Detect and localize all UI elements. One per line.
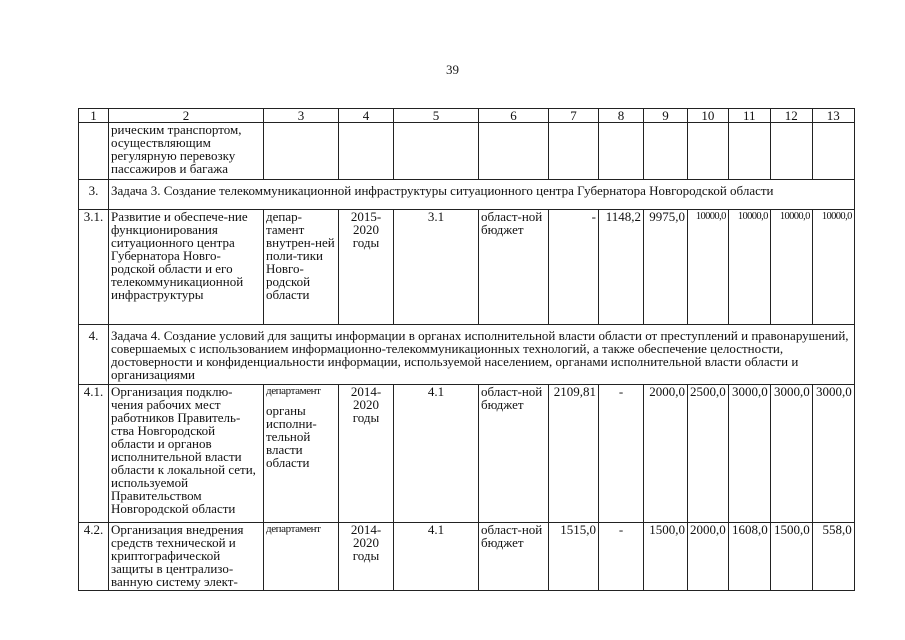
header-cell: 7 <box>549 109 599 123</box>
cell-value: 3000,0 <box>812 385 854 523</box>
header-cell: 4 <box>339 109 394 123</box>
table-row <box>79 523 855 591</box>
cell-name: Организация подклю-чения рабочих мест работников Правитель-ства Новгородской области и органов исполнительной власти области к локальной сети, используемой Правительством Новгородской области <box>109 385 264 523</box>
cell-empty <box>812 123 854 180</box>
cell-value: 10000,0 <box>812 210 854 325</box>
cell-value: 3000,0 <box>770 385 812 523</box>
cell-target: 4.1 <box>394 523 479 591</box>
cell-value: 9975,0 <box>644 210 688 325</box>
cell-years: 2015-2020 годы <box>339 210 394 325</box>
task-row <box>79 325 855 385</box>
cell-name: Организация внедрения средств технической и криптографической защиты в централизо-ванную систему элект- <box>109 523 264 591</box>
cell-source: област-ной бюджет <box>479 385 549 523</box>
cell-value: 1500,0 <box>770 523 812 591</box>
cell-empty <box>599 123 644 180</box>
cell-value: - <box>549 210 599 325</box>
header-cell: 3 <box>264 109 339 123</box>
task-title: Задача 4. Создание условий для защиты информации в органах исполнительной власти области от преступлений и правонарушений, совершаемых с использованием информационно-телекоммуникационных технологий, а также обеспечение целостности, достоверности и конфиденциальности информации, используемой населением, органами исполнительной власти области и организациями <box>109 325 855 385</box>
cell-empty <box>728 123 770 180</box>
cell-executor: депар-тамент внутрен-ней поли-тики Новго-родской области <box>264 210 339 325</box>
cell-empty <box>339 123 394 180</box>
cell-value: 1148,2 <box>599 210 644 325</box>
task-title: Задача 3. Создание телекоммуникационной инфраструктуры ситуационного центра Губернатора Новгородской области <box>109 180 855 210</box>
header-cell: 6 <box>479 109 549 123</box>
cell-source: област-ной бюджет <box>479 210 549 325</box>
cell-years: 2014-2020 годы <box>339 385 394 523</box>
cell-value: - <box>599 523 644 591</box>
cell-name: рическим транспортом, осуществляющим регулярную перевозку пассажиров и багажа <box>109 123 264 180</box>
cell-value: 10000,0 <box>688 210 729 325</box>
task-number: 4. <box>79 325 109 385</box>
header-cell: 8 <box>599 109 644 123</box>
header-cell: 10 <box>688 109 729 123</box>
program-table <box>78 108 855 591</box>
cell-value: 558,0 <box>812 523 854 591</box>
table-row <box>79 123 855 180</box>
cell-target: 4.1 <box>394 385 479 523</box>
row-number: 3.1. <box>79 210 109 325</box>
cell-value: 1500,0 <box>644 523 688 591</box>
header-cell: 12 <box>770 109 812 123</box>
cell-empty <box>394 123 479 180</box>
cell-empty <box>479 123 549 180</box>
cell-source: област-ной бюджет <box>479 523 549 591</box>
cell-executor: департамент <box>264 523 339 591</box>
cell-empty <box>549 123 599 180</box>
cell-value: 1515,0 <box>549 523 599 591</box>
cell-value: 2000,0 <box>688 523 729 591</box>
header-cell: 11 <box>728 109 770 123</box>
executor-primary: департамент <box>266 385 321 397</box>
cell-value: 3000,0 <box>728 385 770 523</box>
cell-empty <box>770 123 812 180</box>
row-number: 4.2. <box>79 523 109 591</box>
table-row <box>79 385 855 523</box>
header-cell: 9 <box>644 109 688 123</box>
cell-value: 10000,0 <box>728 210 770 325</box>
row-number: 4.1. <box>79 385 109 523</box>
cell-empty <box>688 123 729 180</box>
header-row <box>79 109 855 123</box>
header-cell: 2 <box>109 109 264 123</box>
cell-empty <box>644 123 688 180</box>
cell-value: 2109,81 <box>549 385 599 523</box>
cell-value: 10000,0 <box>770 210 812 325</box>
executor-secondary: органы исполни-тельной власти области <box>266 403 317 470</box>
task-number: 3. <box>79 180 109 210</box>
task-row <box>79 180 855 210</box>
header-cell: 13 <box>812 109 854 123</box>
cell-value: - <box>599 385 644 523</box>
cell-value: 1608,0 <box>728 523 770 591</box>
cell-value: 2500,0 <box>688 385 729 523</box>
cell-value: 2000,0 <box>644 385 688 523</box>
cell-target: 3.1 <box>394 210 479 325</box>
cell-name: Развитие и обеспече-ние функционирования ситуационного центра Губернатора Новго-родской области и его телекоммуникационной инфраструктуры <box>109 210 264 325</box>
header-cell: 1 <box>79 109 109 123</box>
cell-executor <box>264 385 339 523</box>
cell-empty <box>79 123 109 180</box>
page-number: 39 <box>446 62 459 77</box>
table-row <box>79 210 855 325</box>
cell-empty <box>264 123 339 180</box>
header-cell: 5 <box>394 109 479 123</box>
cell-years: 2014-2020 годы <box>339 523 394 591</box>
